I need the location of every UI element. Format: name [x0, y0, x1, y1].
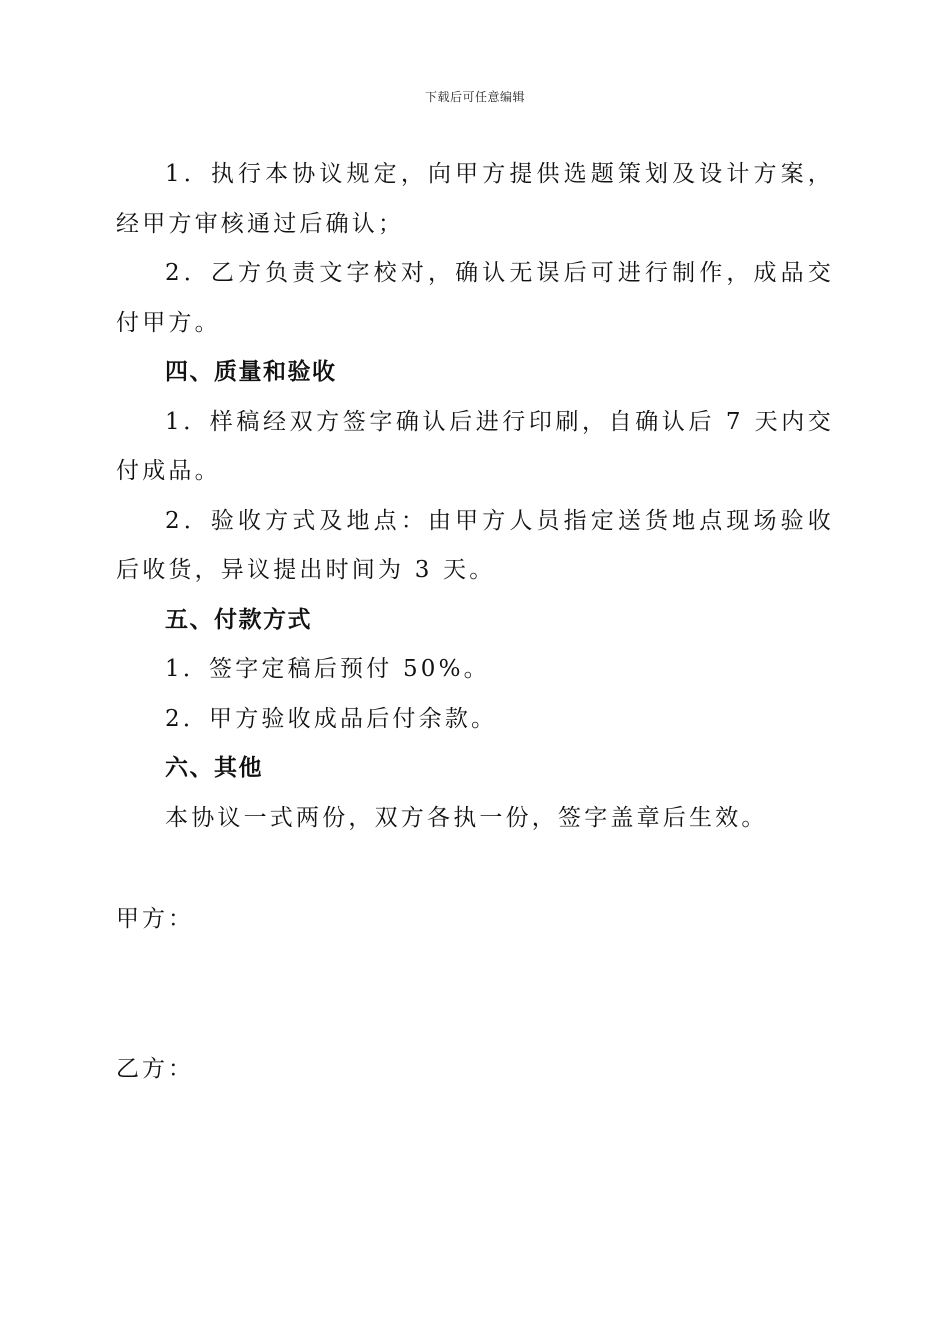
clause-4-1: 1．样稿经双方签字确认后进行印刷，自确认后 7 天内交付成品。 [116, 408, 834, 484]
clause-6-1: 本协议一式两份，双方各执一份，签字盖章后生效。 [165, 804, 768, 831]
signature-party-b: 乙方： [116, 1056, 194, 1082]
clause-3-2: 2．乙方负责文字校对，确认无误后可进行制作，成品交付甲方。 [116, 260, 834, 336]
clause-5-2: 2．甲方验收成品后付余款。 [165, 705, 498, 732]
document-body [116, 150, 834, 843]
clause-5-1: 1．签字定稿后预付 50%。 [165, 656, 490, 682]
clause-4-2: 2．验收方式及地点：由甲方人员指定送货地点现场验收后收货，异议提出时间为 3 天。 [116, 507, 834, 583]
page-header: 下载后可任意编辑 [424, 90, 525, 104]
section-heading-payment: 五、付款方式 [165, 606, 312, 633]
signature-party-a: 甲方： [116, 906, 194, 932]
section-heading-other: 六、其他 [165, 755, 263, 781]
section-heading-quality: 四、质量和验收 [165, 359, 337, 385]
clause-3-1: 1．执行本协议规定，向甲方提供选题策划及设计方案，经甲方审核通过后确认； [116, 161, 834, 237]
